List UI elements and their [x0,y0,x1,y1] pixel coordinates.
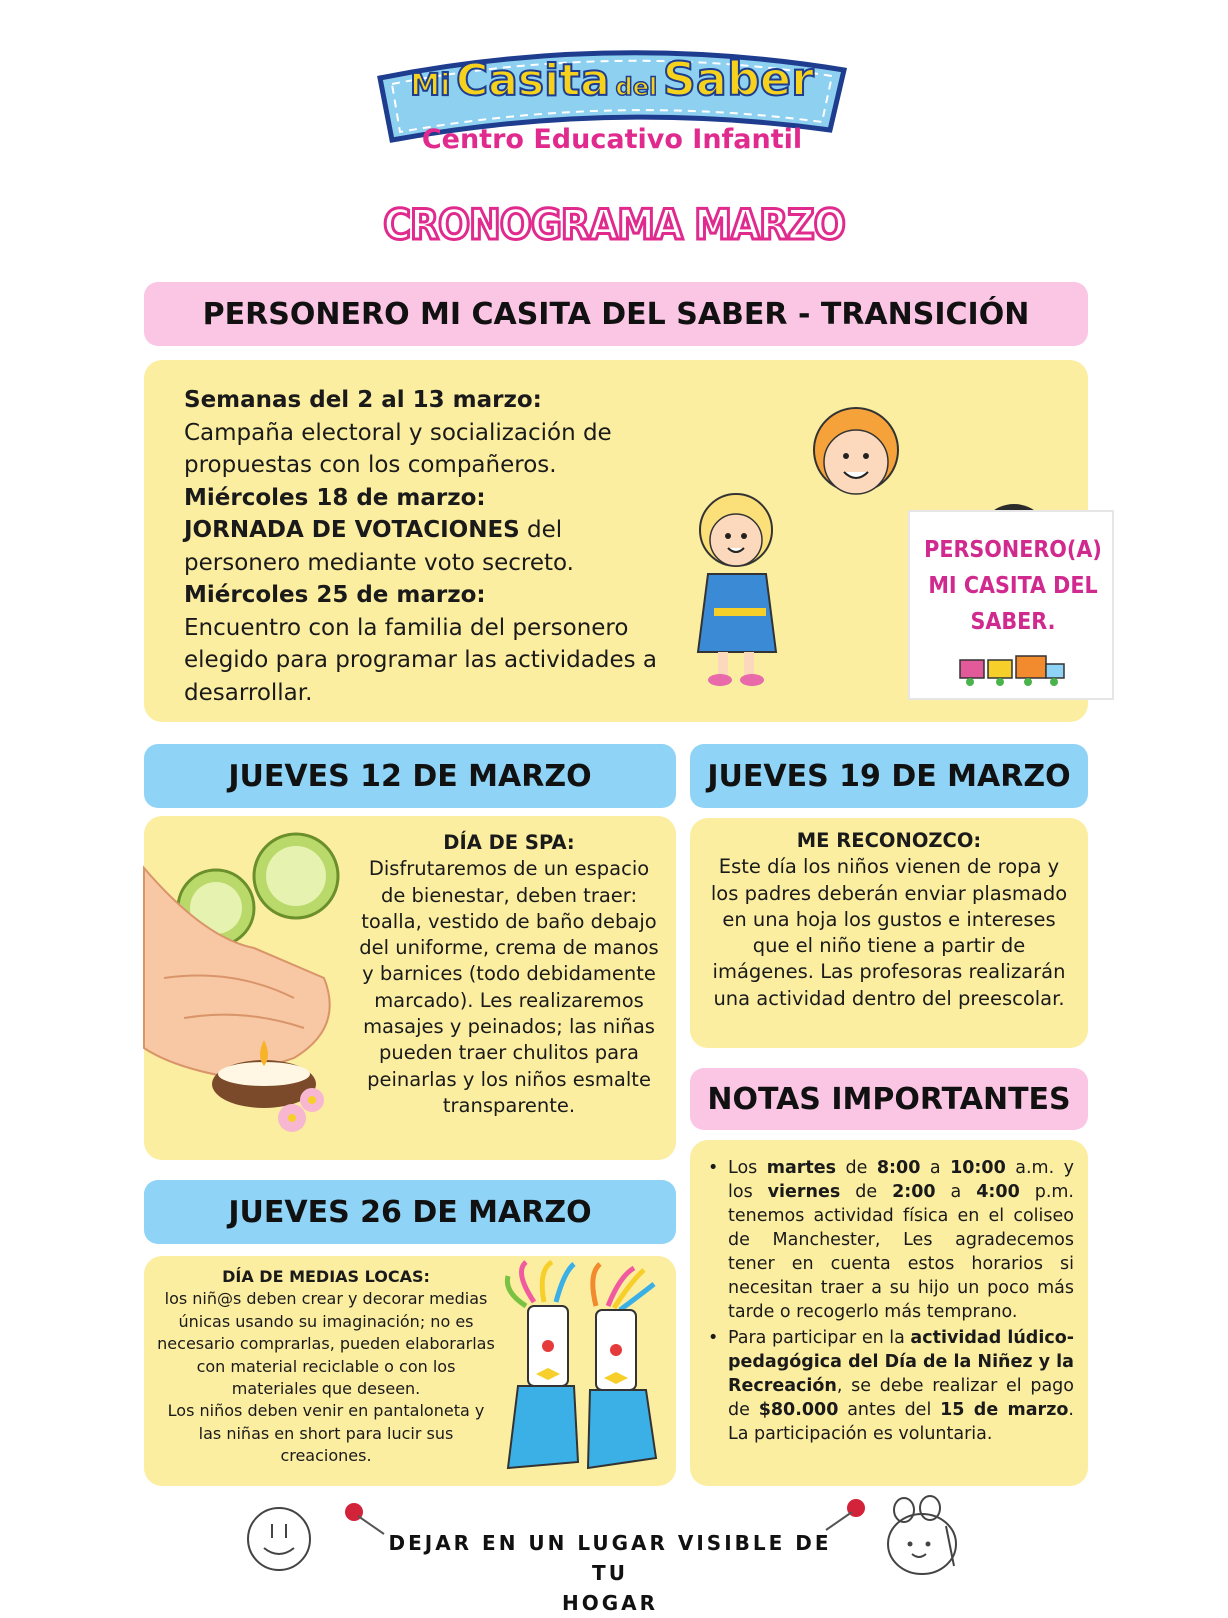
jueves-26-card [144,1256,676,1486]
section-header-personero: PERSONERO MI CASITA DEL SABER - TRANSICIÓN [144,282,1088,346]
note-bold: $80.000 [758,1400,839,1420]
note-bold: 4:00 [976,1182,1020,1202]
logo-wordmark [372,52,852,106]
footer-line: DEJAR EN UN LUGAR VISIBLE DE TU [388,1531,832,1585]
spa-illustration [144,828,354,1148]
logo-saber: Saber [662,52,814,106]
medias-locas-text: los niñ@s deben crear y decorar medias únicas usando su imaginación; no es necesario comprarlas, pueden elaborarlas con material reciclable o con los materiales que deseen. [157,1289,495,1399]
jueves-12-text [354,830,664,1119]
note-text: . La participación es voluntaria. [728,1400,1074,1444]
crazy-socks-illustration [504,1262,664,1476]
smiley-icon [244,1504,314,1574]
note-text: a.m. y los [728,1158,1074,1202]
footer-note [380,1528,840,1618]
logo-subtitle: Centro Educativo Infantil [421,124,803,155]
note-bold: 8:00 [876,1158,921,1178]
list-item [704,1156,1074,1324]
bee-icon [880,1496,964,1580]
sign-line: SABER. [970,609,1056,635]
section-header-notas: NOTAS IMPORTANTES [690,1068,1088,1130]
personero-vote-text [184,514,684,579]
logo-casita: Casita [455,55,610,106]
personero-week-label: Semanas del 2 al 13 marzo: [184,387,542,413]
personero-text [184,384,684,709]
voting-day-emphasis: JORNADA DE VOTACIONES [184,517,520,543]
section-header-jueves-12: JUEVES 12 DE MARZO [144,744,676,808]
note-text: a [920,1158,951,1178]
note-bold: actividad lúdico-pedagógica del Día de la Niñez y la Recreación [728,1328,1074,1396]
section-header-jueves-26: JUEVES 26 DE MARZO [144,1180,676,1244]
jueves-12-card [144,816,676,1160]
page-title: CRONOGRAMA MARZO [383,200,845,249]
personero-vote-label: Miércoles 18 de marzo: [184,484,486,511]
personero-meeting-text: Encuentro con la familia del personero elegido para programar las actividades a desarrollar. [184,614,658,706]
toy-train-icon [958,652,1068,688]
note-text: de [836,1158,877,1178]
note-text: antes del [838,1400,941,1420]
spa-day-label: DÍA DE SPA: [443,831,575,854]
jueves-19-text [704,828,1074,1012]
medias-locas-dress-text: Los niños deben venir en pantaloneta y las niñas en short para lucir sus creaciones. [167,1401,485,1466]
note-text: p.m. tenemos actividad física en el coliseo de Manchester, Les agradecemos tener en cuenta estos horarios si necesitan traer a su hijo un poco más tarde o recogerlo más temprano. [728,1182,1074,1322]
spa-day-text: Disfrutaremos de un espacio de bienestar, deben traer: toalla, vestido de baño debajo del uniforme, crema de manos y barnices (todo debidamente marcado). Les realizaremos masajes y peinados; las niñas pueden traer chulitos para peinarlas y los niños esmalte transparente. [359,857,659,1117]
logo [372,38,852,170]
notas-card [690,1140,1088,1486]
sign-line: PERSONERO(A) [924,537,1102,563]
personero-sign [908,510,1114,700]
note-bold: martes [766,1158,837,1178]
personero-meeting-label: Miércoles 25 de marzo: [184,582,486,608]
me-reconozco-label: ME RECONOZCO: [796,829,982,852]
kids-illustration [664,390,1102,700]
note-text: , se debe realizar el pago de [728,1376,1074,1420]
medias-locas-label: DÍA DE MEDIAS LOCAS: [222,1267,430,1286]
logo-del: del [615,73,658,101]
note-text: a [935,1182,977,1202]
list-item [704,1326,1074,1446]
notas-list [704,1156,1074,1448]
note-bold: 10:00 [950,1158,1006,1178]
me-reconozco-text: Este día los niños vienen de ropa y los padres deberán enviar plasmado en una hoja los gustos e intereses que el niño tiene a partir de imágenes. Las profesoras realizarán una actividad dentro del preescolar. [710,855,1068,1010]
logo-mi: Mi [410,68,451,103]
section-header-jueves-19: JUEVES 19 DE MARZO [690,744,1088,808]
personero-card [144,360,1102,722]
footer-line: HOGAR [561,1591,659,1615]
sign-text [910,532,1116,640]
note-bold: 2:00 [892,1182,936,1202]
personero-week-text: Campaña electoral y socialización de propuestas con los compañeros. [184,419,612,478]
note-bold: viernes [767,1182,841,1202]
note-bold: 15 de marzo [940,1400,1069,1420]
note-text: de [840,1182,893,1202]
voting-day-text: del personero mediante voto secreto. [184,517,574,576]
jueves-26-text [156,1266,496,1468]
note-text: Para participar en la [728,1328,911,1348]
note-text: Los [728,1158,767,1178]
sign-line: MI CASITA DEL [928,573,1098,599]
jueves-19-card [690,818,1088,1048]
